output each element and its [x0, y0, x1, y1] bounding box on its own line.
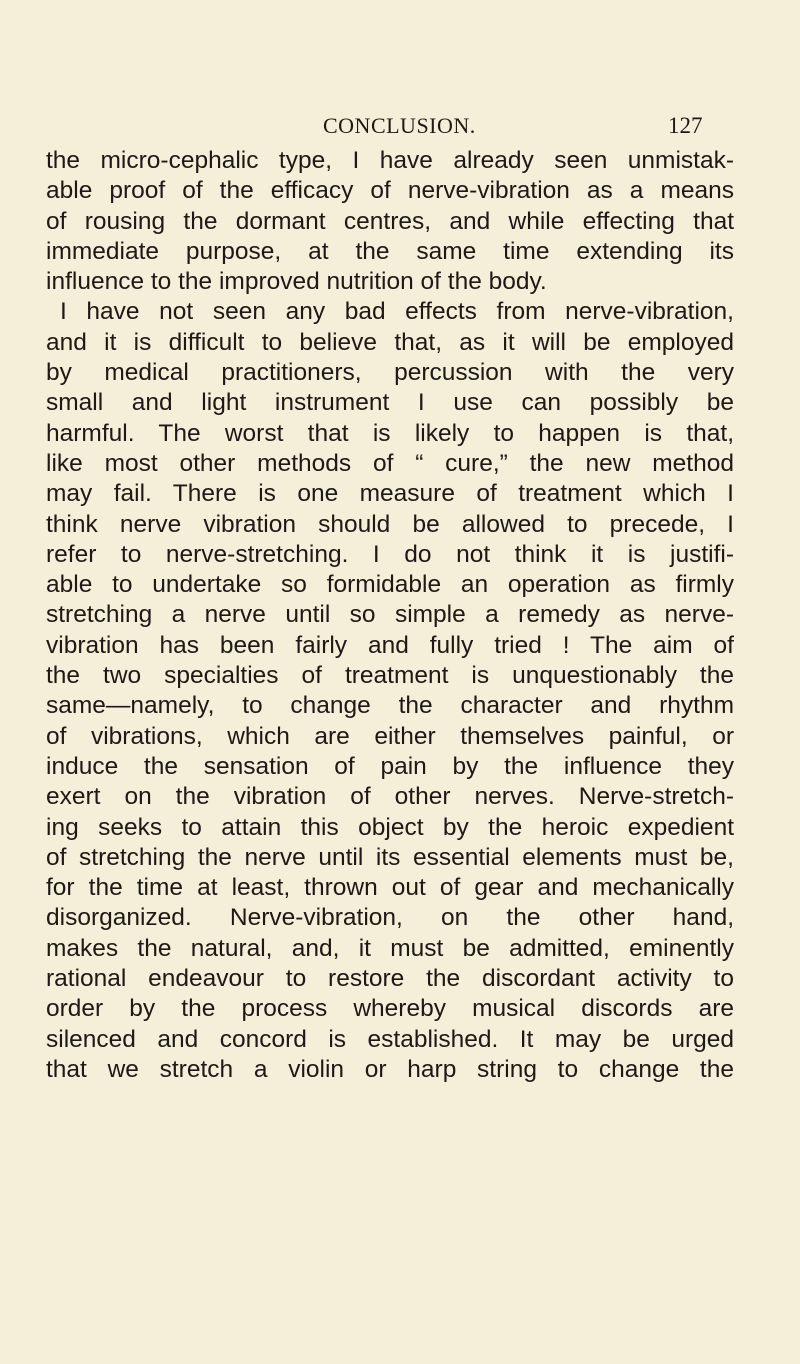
text-line: influence to the improved nutrition of the body.	[46, 268, 547, 296]
body-text	[46, 146, 734, 1085]
text-line: order by the process whereby musical discords are	[46, 995, 734, 1023]
text-line: may fail. There is one measure of treatment which I	[46, 480, 734, 508]
text-line: I have not seen any bad effects from nerve-vibration,	[60, 298, 734, 326]
text-line: of rousing the dormant centres, and while effecting that	[46, 207, 734, 235]
text-line: ing seeks to attain this object by the heroic expedient	[46, 813, 734, 841]
text-line: for the time at least, thrown out of gear and mechanically	[46, 874, 734, 902]
text-line: the two specialties of treatment is unquestionably the	[46, 662, 734, 690]
text-line: harmful. The worst that is likely to happen is that,	[46, 419, 734, 447]
text-line: silenced and concord is established. It may be urged	[46, 1025, 734, 1053]
text-line: makes the natural, and, it must be admitted, eminently	[46, 934, 734, 962]
text-line: that we stretch a violin or harp string to change the	[46, 1055, 734, 1083]
page-header	[0, 86, 800, 138]
text-line: rational endeavour to restore the discordant activity to	[46, 965, 734, 993]
text-line: induce the sensation of pain by the influence they	[46, 752, 734, 780]
text-line: vibration has been fairly and fully tried ! The aim of	[46, 631, 734, 659]
running-title: CONCLUSION.	[323, 113, 476, 138]
text-line: able to undertake so formidable an operation as firmly	[46, 571, 734, 599]
text-line: immediate purpose, at the same time extending its	[46, 237, 734, 265]
text-line: by medical practitioners, percussion with the very	[46, 359, 734, 387]
text-line: small and light instrument I use can possibly be	[46, 389, 734, 417]
text-line: same—namely, to change the character and rhythm	[46, 692, 734, 720]
text-line: of vibrations, which are either themselves painful, or	[46, 722, 734, 750]
text-line: able proof of the efficacy of nerve-vibration as a means	[46, 177, 734, 205]
text-line: disorganized. Nerve-vibration, on the other hand,	[46, 904, 734, 932]
text-line: think nerve vibration should be allowed to precede, I	[46, 510, 734, 538]
text-line: of stretching the nerve until its essential elements must be,	[46, 843, 734, 871]
text-line: and it is difficult to believe that, as it will be employed	[46, 328, 734, 356]
text-line: the micro-cephalic type, I have already seen unmistak-	[46, 147, 734, 174]
text-line: exert on the vibration of other nerves. Nerve-stretch-	[46, 783, 734, 811]
page-number: 127	[668, 113, 703, 138]
text-line: like most other methods of “ cure,” the new method	[46, 449, 734, 477]
text-line: stretching a nerve until so simple a remedy as nerve-	[46, 601, 734, 629]
text-line: refer to nerve-stretching. I do not think it is justifi-	[46, 540, 734, 568]
